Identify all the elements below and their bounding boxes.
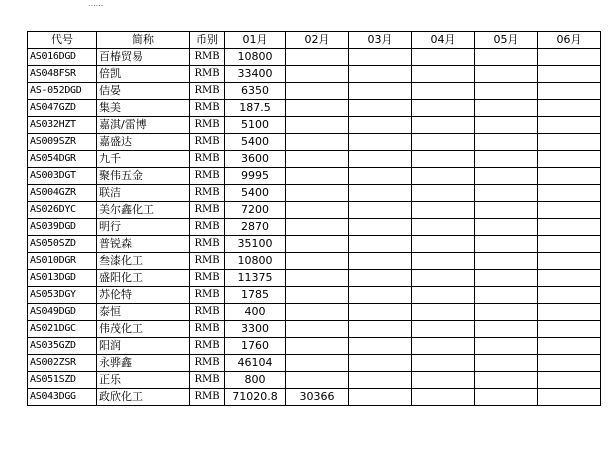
month-04-cell (412, 66, 475, 83)
month-02-cell (286, 66, 349, 83)
code-cell: AS032HZT (28, 117, 97, 134)
code-cell: AS049DGD (28, 304, 97, 321)
month-05-cell (475, 338, 538, 355)
month-06-cell (538, 100, 601, 117)
month-05-cell (475, 134, 538, 151)
month-05-cell (475, 389, 538, 406)
header-month-04: 04月 (412, 32, 475, 49)
table-row (28, 151, 601, 168)
month-05-cell (475, 202, 538, 219)
month-01-cell: 46104 (225, 355, 286, 372)
code-cell: AS043DGG (28, 389, 97, 406)
header-month-06: 06月 (538, 32, 601, 49)
header-name: 简称 (97, 32, 190, 49)
code-cell: AS026DYC (28, 202, 97, 219)
month-01-cell: 187.5 (225, 100, 286, 117)
month-05-cell (475, 236, 538, 253)
month-03-cell (349, 100, 412, 117)
month-04-cell (412, 83, 475, 100)
month-02-cell (286, 134, 349, 151)
code-cell: AS035GZD (28, 338, 97, 355)
month-04-cell (412, 117, 475, 134)
currency-cell: RMB (190, 168, 225, 185)
name-cell: 美尔鑫化工 (97, 202, 190, 219)
month-01-cell: 10800 (225, 253, 286, 270)
payment-table (27, 31, 601, 406)
currency-cell: RMB (190, 355, 225, 372)
month-05-cell (475, 185, 538, 202)
table-row (28, 219, 601, 236)
month-06-cell (538, 236, 601, 253)
month-02-cell (286, 168, 349, 185)
month-04-cell (412, 151, 475, 168)
month-03-cell (349, 321, 412, 338)
month-06-cell (538, 253, 601, 270)
month-02-cell (286, 304, 349, 321)
month-06-cell (538, 117, 601, 134)
name-cell: 普锐森 (97, 236, 190, 253)
currency-cell: RMB (190, 372, 225, 389)
month-06-cell (538, 185, 601, 202)
currency-cell: RMB (190, 202, 225, 219)
month-06-cell (538, 151, 601, 168)
month-05-cell (475, 304, 538, 321)
month-01-cell: 3600 (225, 151, 286, 168)
month-01-cell: 10800 (225, 49, 286, 66)
table-row (28, 389, 601, 406)
table-row (28, 168, 601, 185)
table-row (28, 185, 601, 202)
month-04-cell (412, 304, 475, 321)
month-02-cell (286, 202, 349, 219)
currency-cell: RMB (190, 185, 225, 202)
month-05-cell (475, 66, 538, 83)
name-cell: 永骅鑫 (97, 355, 190, 372)
header-month-02: 02月 (286, 32, 349, 49)
month-06-cell (538, 66, 601, 83)
month-04-cell (412, 100, 475, 117)
table-row (28, 202, 601, 219)
table-row (28, 117, 601, 134)
name-cell: 苏伦特 (97, 287, 190, 304)
month-01-cell: 71020.8 (225, 389, 286, 406)
month-03-cell (349, 219, 412, 236)
currency-cell: RMB (190, 338, 225, 355)
month-03-cell (349, 270, 412, 287)
month-06-cell (538, 338, 601, 355)
name-cell: 倍凯 (97, 66, 190, 83)
month-04-cell (412, 321, 475, 338)
month-02-cell (286, 253, 349, 270)
currency-cell: RMB (190, 236, 225, 253)
table-row (28, 304, 601, 321)
month-02-cell (286, 236, 349, 253)
month-02-cell (286, 49, 349, 66)
currency-cell: RMB (190, 117, 225, 134)
month-05-cell (475, 321, 538, 338)
month-06-cell (538, 83, 601, 100)
month-01-cell: 1785 (225, 287, 286, 304)
header-code: 代号 (28, 32, 97, 49)
month-05-cell (475, 355, 538, 372)
month-04-cell (412, 372, 475, 389)
code-cell: AS009SZR (28, 134, 97, 151)
month-03-cell (349, 253, 412, 270)
month-03-cell (349, 49, 412, 66)
month-01-cell: 5400 (225, 185, 286, 202)
month-03-cell (349, 151, 412, 168)
month-01-cell: 9995 (225, 168, 286, 185)
month-03-cell (349, 185, 412, 202)
month-05-cell (475, 168, 538, 185)
currency-cell: RMB (190, 66, 225, 83)
month-04-cell (412, 253, 475, 270)
month-06-cell (538, 168, 601, 185)
month-06-cell (538, 219, 601, 236)
code-cell: AS051SZD (28, 372, 97, 389)
header-month-03: 03月 (349, 32, 412, 49)
currency-cell: RMB (190, 219, 225, 236)
table-row (28, 66, 601, 83)
month-03-cell (349, 355, 412, 372)
currency-cell: RMB (190, 83, 225, 100)
month-03-cell (349, 134, 412, 151)
table-row (28, 100, 601, 117)
month-06-cell (538, 372, 601, 389)
currency-cell: RMB (190, 270, 225, 287)
month-06-cell (538, 49, 601, 66)
table-row (28, 338, 601, 355)
month-01-cell: 7200 (225, 202, 286, 219)
currency-cell: RMB (190, 100, 225, 117)
month-04-cell (412, 270, 475, 287)
name-cell: 联洁 (97, 185, 190, 202)
month-03-cell (349, 338, 412, 355)
code-cell: AS003DGT (28, 168, 97, 185)
month-04-cell (412, 338, 475, 355)
month-02-cell: 30366 (286, 389, 349, 406)
month-02-cell (286, 83, 349, 100)
currency-cell: RMB (190, 321, 225, 338)
month-02-cell (286, 355, 349, 372)
name-cell: 泰恒 (97, 304, 190, 321)
month-04-cell (412, 134, 475, 151)
table-row (28, 270, 601, 287)
code-cell: AS-052DGD (28, 83, 97, 100)
month-05-cell (475, 49, 538, 66)
month-03-cell (349, 372, 412, 389)
name-cell: 正乐 (97, 372, 190, 389)
header-currency: 币别 (190, 32, 225, 49)
top-note: ...... (88, 0, 104, 8)
month-02-cell (286, 219, 349, 236)
header-month-05: 05月 (475, 32, 538, 49)
name-cell: 盛阳化工 (97, 270, 190, 287)
name-cell: 明行 (97, 219, 190, 236)
table-row (28, 236, 601, 253)
month-02-cell (286, 185, 349, 202)
month-06-cell (538, 321, 601, 338)
month-02-cell (286, 338, 349, 355)
month-05-cell (475, 83, 538, 100)
month-03-cell (349, 236, 412, 253)
month-05-cell (475, 270, 538, 287)
month-05-cell (475, 253, 538, 270)
name-cell: 聚伟五金 (97, 168, 190, 185)
currency-cell: RMB (190, 253, 225, 270)
month-05-cell (475, 117, 538, 134)
header-row (28, 32, 601, 49)
currency-cell: RMB (190, 151, 225, 168)
table-row (28, 372, 601, 389)
code-cell: AS010DGR (28, 253, 97, 270)
code-cell: AS054DGR (28, 151, 97, 168)
month-05-cell (475, 219, 538, 236)
month-01-cell: 5400 (225, 134, 286, 151)
code-cell: AS002ZSR (28, 355, 97, 372)
header-month-01: 01月 (225, 32, 286, 49)
table-row (28, 355, 601, 372)
month-03-cell (349, 287, 412, 304)
table-row (28, 83, 601, 100)
month-04-cell (412, 389, 475, 406)
code-cell: AS021DGC (28, 321, 97, 338)
month-01-cell: 2870 (225, 219, 286, 236)
month-06-cell (538, 389, 601, 406)
table-row (28, 321, 601, 338)
month-02-cell (286, 117, 349, 134)
name-cell: 嘉淇/雷博 (97, 117, 190, 134)
currency-cell: RMB (190, 134, 225, 151)
month-03-cell (349, 117, 412, 134)
name-cell: 叁漆化工 (97, 253, 190, 270)
table-row (28, 287, 601, 304)
month-06-cell (538, 304, 601, 321)
currency-cell: RMB (190, 287, 225, 304)
name-cell: 嘉盛达 (97, 134, 190, 151)
month-04-cell (412, 168, 475, 185)
table-row (28, 49, 601, 66)
name-cell: 百椿贸易 (97, 49, 190, 66)
month-02-cell (286, 151, 349, 168)
name-cell: 政欣化工 (97, 389, 190, 406)
month-04-cell (412, 185, 475, 202)
month-02-cell (286, 372, 349, 389)
month-01-cell: 400 (225, 304, 286, 321)
month-05-cell (475, 151, 538, 168)
name-cell: 集美 (97, 100, 190, 117)
currency-cell: RMB (190, 49, 225, 66)
code-cell: AS039DGD (28, 219, 97, 236)
table-row (28, 134, 601, 151)
month-06-cell (538, 134, 601, 151)
month-01-cell: 5100 (225, 117, 286, 134)
month-04-cell (412, 236, 475, 253)
month-01-cell: 3300 (225, 321, 286, 338)
month-04-cell (412, 219, 475, 236)
month-04-cell (412, 355, 475, 372)
month-06-cell (538, 270, 601, 287)
name-cell: 阳润 (97, 338, 190, 355)
month-01-cell: 1760 (225, 338, 286, 355)
code-cell: AS004GZR (28, 185, 97, 202)
month-04-cell (412, 202, 475, 219)
month-01-cell: 800 (225, 372, 286, 389)
month-01-cell: 6350 (225, 83, 286, 100)
month-05-cell (475, 372, 538, 389)
month-03-cell (349, 202, 412, 219)
currency-cell: RMB (190, 304, 225, 321)
month-05-cell (475, 287, 538, 304)
month-03-cell (349, 83, 412, 100)
month-02-cell (286, 321, 349, 338)
code-cell: AS013DGD (28, 270, 97, 287)
month-02-cell (286, 287, 349, 304)
code-cell: AS053DGY (28, 287, 97, 304)
month-01-cell: 11375 (225, 270, 286, 287)
month-01-cell: 33400 (225, 66, 286, 83)
code-cell: AS050SZD (28, 236, 97, 253)
name-cell: 伟茂化工 (97, 321, 190, 338)
month-06-cell (538, 202, 601, 219)
name-cell: 佶晏 (97, 83, 190, 100)
month-03-cell (349, 389, 412, 406)
month-04-cell (412, 49, 475, 66)
month-06-cell (538, 287, 601, 304)
month-03-cell (349, 66, 412, 83)
month-04-cell (412, 287, 475, 304)
name-cell: 九千 (97, 151, 190, 168)
code-cell: AS016DGD (28, 49, 97, 66)
month-06-cell (538, 355, 601, 372)
code-cell: AS048FSR (28, 66, 97, 83)
month-02-cell (286, 100, 349, 117)
table-row (28, 253, 601, 270)
currency-cell: RMB (190, 389, 225, 406)
month-01-cell: 35100 (225, 236, 286, 253)
month-05-cell (475, 100, 538, 117)
month-03-cell (349, 304, 412, 321)
month-02-cell (286, 270, 349, 287)
month-03-cell (349, 168, 412, 185)
code-cell: AS047GZD (28, 100, 97, 117)
